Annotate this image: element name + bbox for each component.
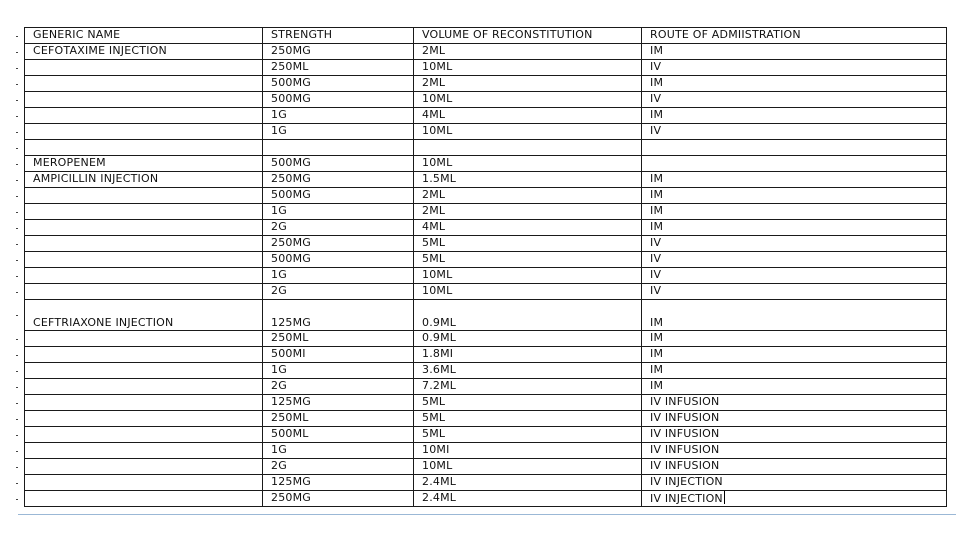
- table-row: [25, 491, 947, 507]
- table-cell[interactable]: 10ML: [414, 92, 642, 108]
- table-row: [25, 188, 947, 204]
- table-cell[interactable]: [25, 379, 263, 395]
- margin-mark: [16, 419, 18, 420]
- table-cell[interactable]: IM: [642, 172, 947, 188]
- table-cell[interactable]: 0.9ML: [414, 300, 642, 331]
- margin-mark: [16, 292, 18, 293]
- table-cell[interactable]: [25, 60, 263, 76]
- table-cell[interactable]: ROUTE OF ADMIISTRATION: [642, 28, 947, 44]
- table-cell[interactable]: 4ML: [414, 220, 642, 236]
- table-cell[interactable]: 250ML: [263, 60, 414, 76]
- table-row: [25, 76, 947, 92]
- table-row: [25, 204, 947, 220]
- table-row: [25, 140, 947, 156]
- table-cell[interactable]: 2ML: [414, 44, 642, 60]
- table-cell[interactable]: CEFTRIAXONE INJECTION: [25, 300, 263, 331]
- table-cell[interactable]: 7.2ML: [414, 379, 642, 395]
- margin-mark: [16, 228, 18, 229]
- table-cell[interactable]: IV INFUSION: [642, 459, 947, 475]
- table-row: [25, 236, 947, 252]
- table-row: [25, 172, 947, 188]
- table-row: [25, 363, 947, 379]
- margin-mark: [16, 355, 18, 356]
- table-cell[interactable]: 250ML: [263, 411, 414, 427]
- table-row: [25, 411, 947, 427]
- table-cell[interactable]: [25, 188, 263, 204]
- table-cell[interactable]: CEFOTAXIME INJECTION: [25, 44, 263, 60]
- table-cell[interactable]: [414, 140, 642, 156]
- table-row: [25, 379, 947, 395]
- margin-mark: [16, 499, 18, 500]
- table-cell[interactable]: IM: [642, 379, 947, 395]
- table-cell[interactable]: IV INFUSION: [642, 395, 947, 411]
- table-cell[interactable]: [25, 268, 263, 284]
- table-cell[interactable]: AMPICILLIN INJECTION: [25, 172, 263, 188]
- table-cell[interactable]: [25, 395, 263, 411]
- table-row: [25, 427, 947, 443]
- table-cell[interactable]: [25, 284, 263, 300]
- table-row: [25, 459, 947, 475]
- table-cell[interactable]: 500MG: [263, 252, 414, 268]
- table-cell[interactable]: [25, 236, 263, 252]
- margin-mark: [16, 52, 18, 53]
- table-cell[interactable]: 1G: [263, 204, 414, 220]
- table-cell[interactable]: [25, 363, 263, 379]
- table-cell[interactable]: IV: [642, 268, 947, 284]
- table-cell[interactable]: [25, 427, 263, 443]
- table-cell[interactable]: 500MG: [263, 76, 414, 92]
- table-cell[interactable]: IM: [642, 331, 947, 347]
- table-header-row: [25, 28, 947, 44]
- table-cell[interactable]: IM: [642, 76, 947, 92]
- table-cell[interactable]: IV INFUSION: [642, 443, 947, 459]
- table-cell[interactable]: IV: [642, 284, 947, 300]
- table-cell[interactable]: 10ML: [414, 268, 642, 284]
- table-cell[interactable]: 1.8MI: [414, 347, 642, 363]
- margin-mark: [16, 339, 18, 340]
- table-cell[interactable]: IV: [642, 60, 947, 76]
- table-cell[interactable]: IV: [642, 236, 947, 252]
- table-cell[interactable]: IM: [642, 188, 947, 204]
- table-cell[interactable]: 250MG: [263, 491, 414, 507]
- table-row: [25, 284, 947, 300]
- table-cell[interactable]: [25, 331, 263, 347]
- table-cell[interactable]: IM: [642, 300, 947, 331]
- margin-mark: [16, 371, 18, 372]
- table-cell[interactable]: IM: [642, 44, 947, 60]
- table-cell[interactable]: 10ML: [414, 60, 642, 76]
- margin-mark: [16, 467, 18, 468]
- table-cell[interactable]: IV: [642, 92, 947, 108]
- table-cell[interactable]: [25, 108, 263, 124]
- table-cell[interactable]: 2ML: [414, 188, 642, 204]
- margin-mark: [16, 435, 18, 436]
- table-cell[interactable]: [25, 204, 263, 220]
- table-cell[interactable]: 5ML: [414, 252, 642, 268]
- table-cell[interactable]: 2G: [263, 459, 414, 475]
- table-cell[interactable]: 500MI: [263, 347, 414, 363]
- margin-mark: [16, 260, 18, 261]
- table-cell[interactable]: VOLUME OF RECONSTITUTION: [414, 28, 642, 44]
- table-cell[interactable]: STRENGTH: [263, 28, 414, 44]
- table-cell[interactable]: GENERIC NAME: [25, 28, 263, 44]
- table-cell[interactable]: MEROPENEM: [25, 156, 263, 172]
- margin-mark: [16, 148, 18, 149]
- margin-mark: [16, 451, 18, 452]
- table-row: [25, 331, 947, 347]
- margin-mark: [16, 315, 18, 316]
- table-cell[interactable]: 2ML: [414, 76, 642, 92]
- table-row: [25, 252, 947, 268]
- table-cell[interactable]: IM: [642, 220, 947, 236]
- table-row: [25, 156, 947, 172]
- table-cell[interactable]: [25, 220, 263, 236]
- margin-mark: [16, 387, 18, 388]
- margin-mark: [16, 180, 18, 181]
- table-row: [25, 124, 947, 140]
- margin-mark: [16, 276, 18, 277]
- table-cell[interactable]: IV: [642, 252, 947, 268]
- table-cell[interactable]: [25, 443, 263, 459]
- table-cell[interactable]: 125MG: [263, 395, 414, 411]
- table-row: [25, 443, 947, 459]
- table-cell[interactable]: 1G: [263, 108, 414, 124]
- drug-reconstitution-table: [24, 27, 947, 507]
- table-cell[interactable]: 10ML: [414, 124, 642, 140]
- table-cell[interactable]: [25, 459, 263, 475]
- table-cell[interactable]: 1G: [263, 268, 414, 284]
- table-row: [25, 108, 947, 124]
- table-cell[interactable]: 500MG: [263, 188, 414, 204]
- table-row: [25, 60, 947, 76]
- table-cell[interactable]: 1G: [263, 124, 414, 140]
- table-cell[interactable]: IV: [642, 124, 947, 140]
- table-cell[interactable]: IM: [642, 347, 947, 363]
- table-cell[interactable]: IV INFUSION: [642, 411, 947, 427]
- margin-mark: [16, 132, 18, 133]
- text-cursor: [724, 491, 725, 504]
- table-cell[interactable]: IM: [642, 108, 947, 124]
- table-row: [25, 475, 947, 491]
- margin-mark: [16, 68, 18, 69]
- table-row: [25, 300, 947, 331]
- table-cell[interactable]: 10MI: [414, 443, 642, 459]
- table-cell[interactable]: 500ML: [263, 427, 414, 443]
- table-row: [25, 220, 947, 236]
- table-row: [25, 92, 947, 108]
- table-cell[interactable]: IV INJECTION: [642, 475, 947, 491]
- table-cell[interactable]: 250MG: [263, 236, 414, 252]
- table-cell[interactable]: [25, 124, 263, 140]
- table-cell[interactable]: 250ML: [263, 331, 414, 347]
- margin-mark: [16, 100, 18, 101]
- table-cell[interactable]: 125MG: [263, 475, 414, 491]
- margin-mark: [16, 196, 18, 197]
- table-cell[interactable]: 500MG: [263, 92, 414, 108]
- table-cell[interactable]: 5ML: [414, 411, 642, 427]
- margin-mark: [16, 244, 18, 245]
- table-row: [25, 395, 947, 411]
- table-cell[interactable]: 5ML: [414, 427, 642, 443]
- table-cell[interactable]: 2G: [263, 379, 414, 395]
- table-cell[interactable]: 250MG: [263, 44, 414, 60]
- table-cell[interactable]: 10ML: [414, 459, 642, 475]
- table-cell[interactable]: [25, 92, 263, 108]
- table-cell[interactable]: [25, 140, 263, 156]
- margin-mark: [16, 212, 18, 213]
- table-cell[interactable]: [25, 76, 263, 92]
- margin-mark: [16, 483, 18, 484]
- table-cell[interactable]: 2G: [263, 284, 414, 300]
- table-cell[interactable]: [642, 156, 947, 172]
- table-cell[interactable]: 2.4ML: [414, 475, 642, 491]
- table-row: [25, 44, 947, 60]
- page-bottom-rule: [18, 514, 956, 515]
- margin-mark: [16, 116, 18, 117]
- table-cell[interactable]: 250MG: [263, 172, 414, 188]
- margin-mark: [16, 36, 18, 37]
- table-cell[interactable]: 1G: [263, 443, 414, 459]
- table-cell[interactable]: 3.6ML: [414, 363, 642, 379]
- table-cell[interactable]: [25, 475, 263, 491]
- margin-mark: [16, 164, 18, 165]
- table-cell[interactable]: IV INJECTION: [642, 491, 947, 507]
- table-cell[interactable]: [25, 411, 263, 427]
- margin-mark: [16, 84, 18, 85]
- margin-mark: [16, 403, 18, 404]
- table-cell[interactable]: [642, 140, 947, 156]
- table-cell[interactable]: 125MG: [263, 300, 414, 331]
- table-cell[interactable]: 5ML: [414, 395, 642, 411]
- table-cell[interactable]: 10ML: [414, 284, 642, 300]
- table-cell[interactable]: 2ML: [414, 204, 642, 220]
- table-cell[interactable]: 500MG: [263, 156, 414, 172]
- table-cell[interactable]: 0.9ML: [414, 331, 642, 347]
- table-cell[interactable]: [25, 491, 263, 507]
- table-cell[interactable]: IM: [642, 363, 947, 379]
- table-row: [25, 268, 947, 284]
- table-cell[interactable]: IV INFUSION: [642, 427, 947, 443]
- table-cell[interactable]: 1G: [263, 363, 414, 379]
- table-cell[interactable]: 10ML: [414, 156, 642, 172]
- table-cell[interactable]: 2G: [263, 220, 414, 236]
- table-cell[interactable]: 4ML: [414, 108, 642, 124]
- table-cell[interactable]: 5ML: [414, 236, 642, 252]
- table-cell[interactable]: 1.5ML: [414, 172, 642, 188]
- table-cell[interactable]: [25, 252, 263, 268]
- table-cell[interactable]: 2.4ML: [414, 491, 642, 507]
- table-cell[interactable]: [263, 140, 414, 156]
- table-cell[interactable]: [25, 347, 263, 363]
- table-cell[interactable]: IM: [642, 204, 947, 220]
- table-row: [25, 347, 947, 363]
